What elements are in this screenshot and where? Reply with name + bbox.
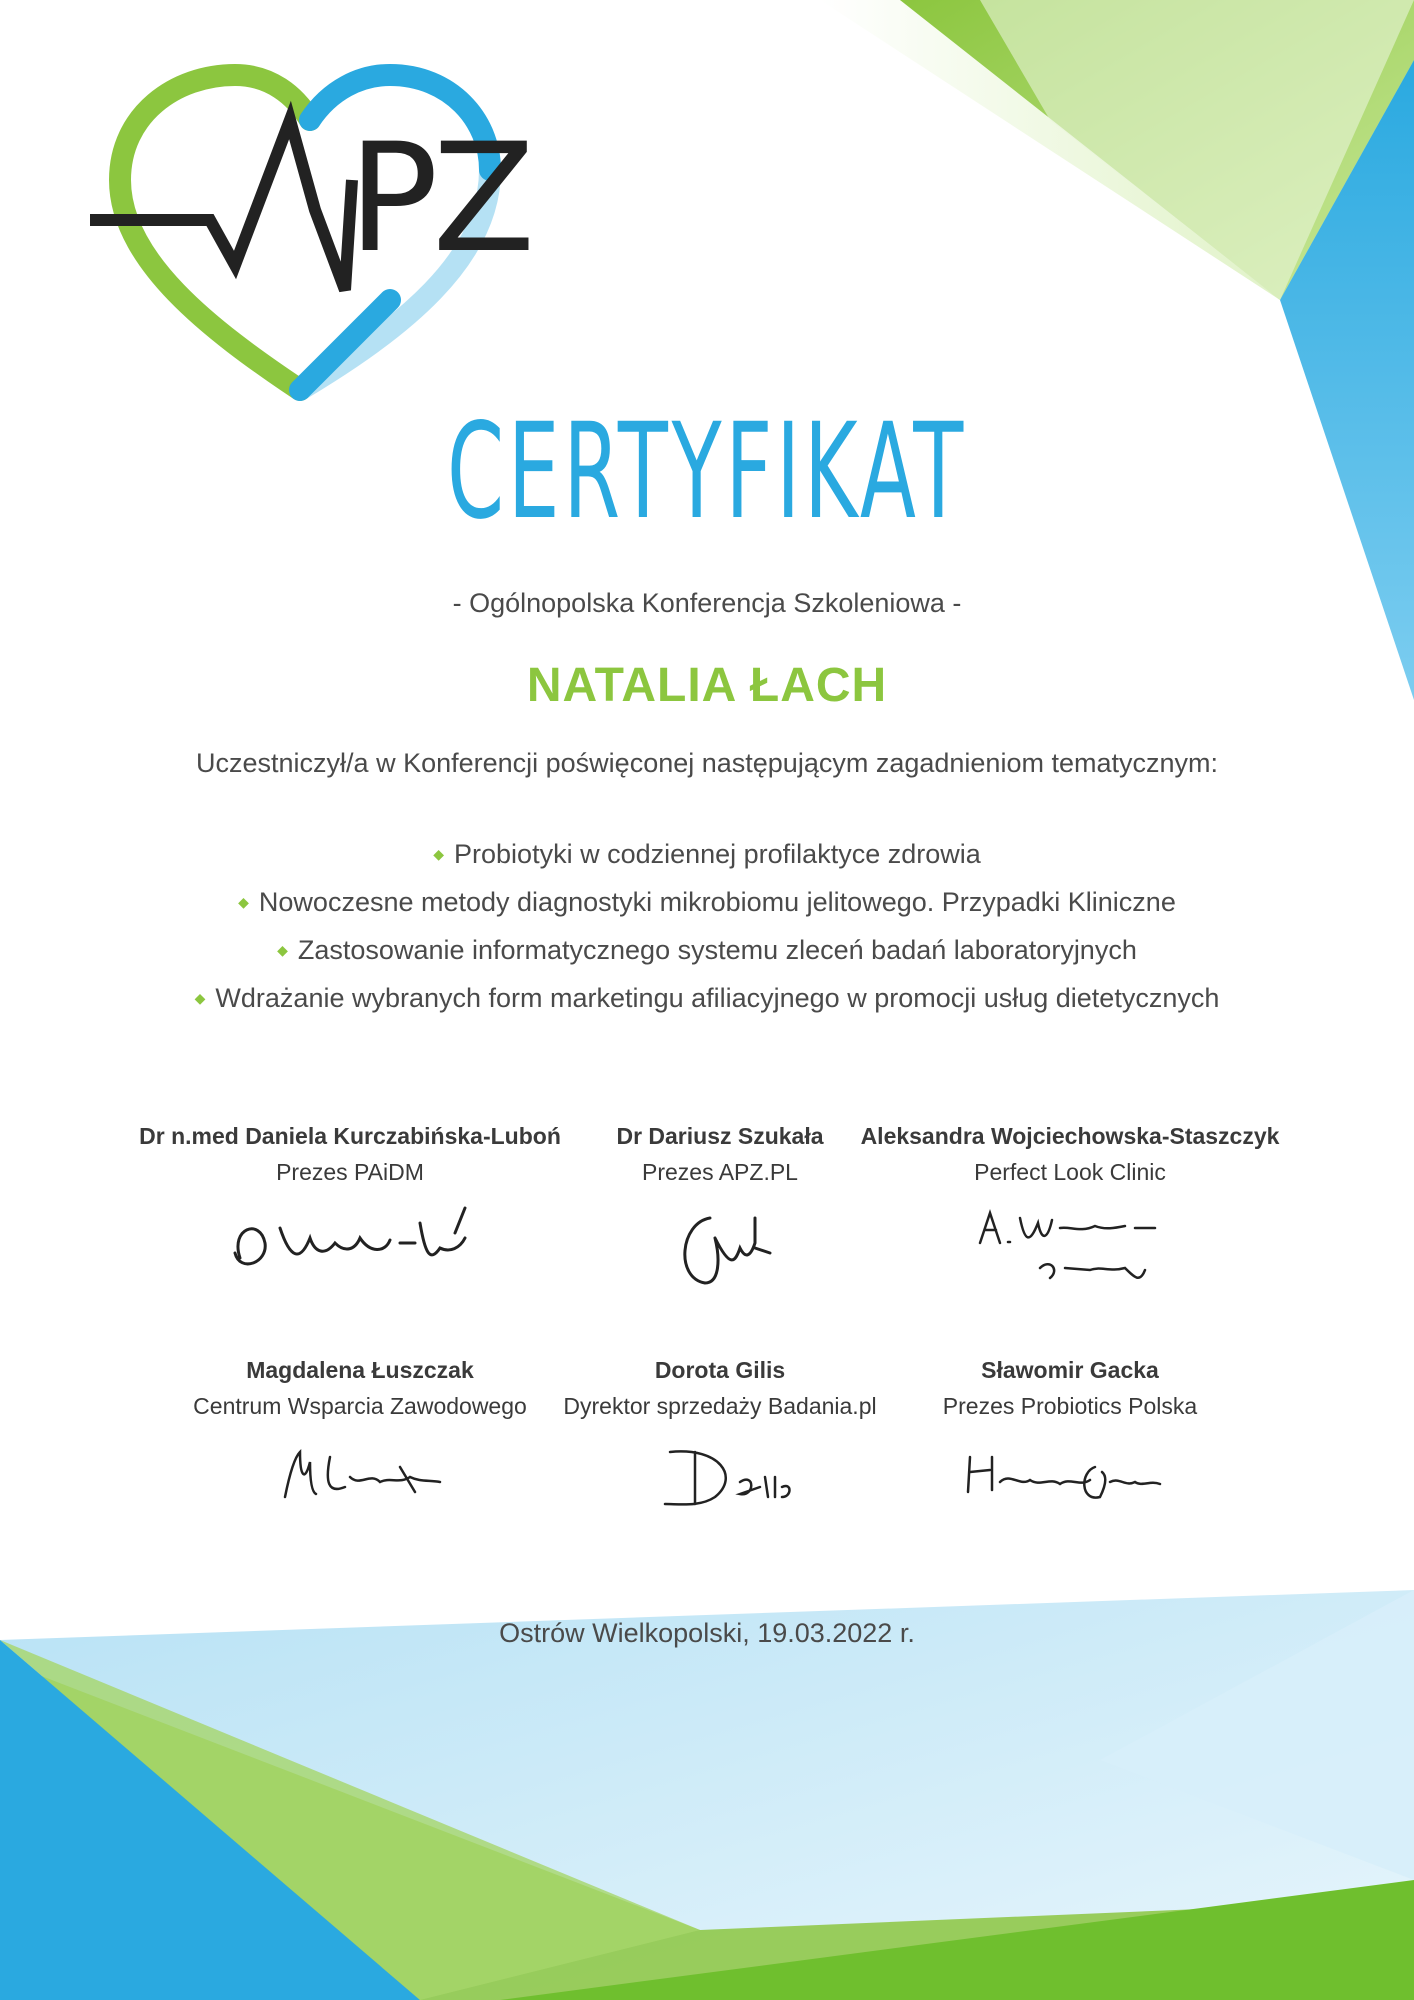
bullet-icon: ◆ <box>433 846 445 862</box>
signatory-block <box>850 1352 1290 1512</box>
signatory-name: Magdalena Łuszczak <box>246 1357 474 1383</box>
bullet-icon: ◆ <box>238 894 249 910</box>
bullet-icon: ◆ <box>277 942 288 958</box>
topic-list <box>0 830 1414 1022</box>
topic-item: ◆ Wdrażanie wybranych form marketingu afiliacyjnego w promocji usług dietetycznych <box>194 983 1220 1013</box>
signatory-block <box>850 1118 1290 1298</box>
logo-text: PZ <box>348 112 530 286</box>
bullet-icon: ◆ <box>194 990 206 1006</box>
signatory-role: Centrum Wsparcia Zawodowego <box>193 1393 527 1419</box>
signatory-role: Prezes APZ.PL <box>642 1159 798 1185</box>
handwritten-signature <box>930 1198 1210 1298</box>
topic-item: ◆ Nowoczesne metody diagnostyki mikrobiomu jelitowego. Przypadki Kliniczne <box>238 887 1176 917</box>
handwritten-signature <box>610 1432 830 1512</box>
signatory-name: Dr n.med Daniela Kurczabińska-Luboń <box>139 1123 561 1149</box>
handwritten-signature <box>210 1198 490 1288</box>
signatory-name: Aleksandra Wojciechowska-Staszczyk <box>860 1123 1280 1149</box>
certificate-title: CERTYFIKAT <box>446 395 968 549</box>
signatory-role: Dyrektor sprzedaży Badania.pl <box>563 1393 877 1419</box>
topic-item: ◆ Zastosowanie informatycznego systemu zleceń badań laboratoryjnych <box>277 935 1137 965</box>
signatory-role: Perfect Look Clinic <box>974 1159 1166 1185</box>
apz-logo <box>90 60 550 410</box>
place-and-date: Ostrów Wielkopolski, 19.03.2022 r. <box>499 1618 915 1648</box>
participation-statement: Uczestniczył/a w Konferencji poświęconej następującym zagadnieniom tematycznym: <box>196 748 1218 778</box>
signatory-name: Dorota Gilis <box>654 1357 786 1383</box>
handwritten-signature <box>930 1432 1210 1512</box>
participant-name: NATALIA ŁACH <box>526 659 888 712</box>
conference-subtitle: - Ogólnopolska Konferencja Szkoleniowa - <box>452 588 962 618</box>
handwritten-signature <box>620 1198 820 1288</box>
topic-item: ◆ Probiotyki w codziennej profilaktyce zdrowia <box>433 839 981 869</box>
signatory-name: Dr Dariusz Szukała <box>616 1123 824 1149</box>
signatory-role: Prezes PAiDM <box>276 1159 424 1185</box>
handwritten-signature <box>250 1432 470 1512</box>
signatory-name: Sławomir Gacka <box>981 1357 1159 1383</box>
signatory-role: Prezes Probiotics Polska <box>942 1393 1198 1419</box>
